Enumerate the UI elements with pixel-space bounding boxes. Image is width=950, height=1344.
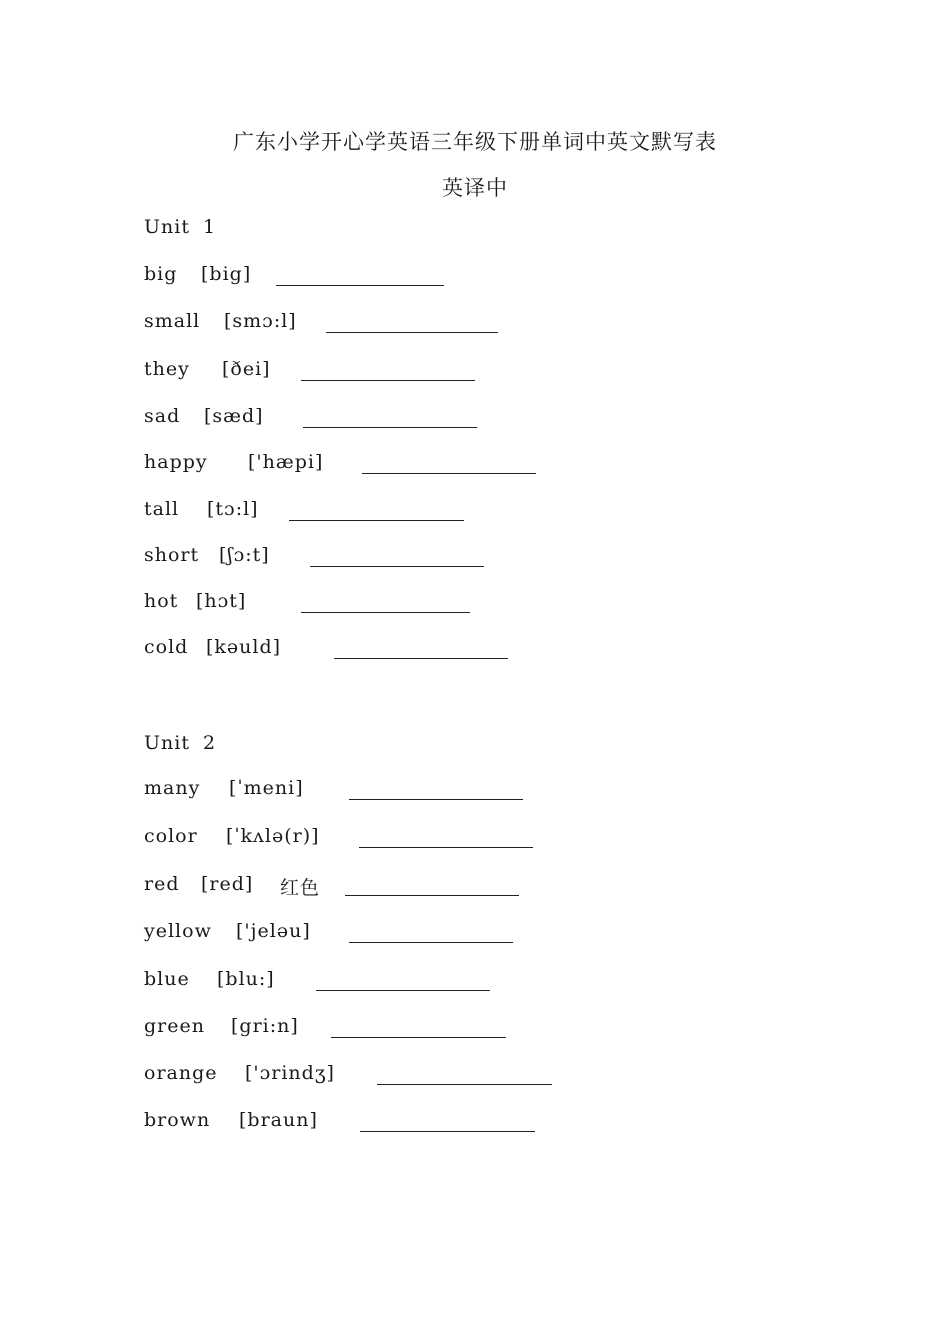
answer-blank[interactable] (360, 1131, 535, 1132)
answer-blank[interactable] (326, 332, 498, 333)
answer-blank[interactable] (310, 566, 484, 567)
phonetic: [gri:n] (231, 1015, 299, 1037)
unit-heading: Unit 2 (144, 732, 217, 754)
phonetic: ['hæpi] (248, 451, 324, 473)
phonetic: [ˈkʌlə(r)] (226, 825, 320, 847)
english-word: big (144, 263, 178, 285)
answer-blank[interactable] (359, 847, 533, 848)
answer-blank[interactable] (316, 990, 490, 991)
answer-blank[interactable] (349, 799, 523, 800)
unit-heading: Unit 1 (144, 216, 217, 238)
answer-blank[interactable] (345, 895, 519, 896)
english-word: tall (144, 498, 180, 520)
phonetic: [tɔ:l] (207, 498, 259, 520)
english-word: short (144, 544, 200, 566)
answer-blank[interactable] (331, 1037, 506, 1038)
phonetic: [ʃɔ:t] (219, 544, 270, 566)
phonetic: ['jeləu] (236, 920, 311, 942)
answer-blank[interactable] (301, 612, 470, 613)
phonetic: [hɔt] (196, 590, 247, 612)
answer-blank[interactable] (362, 473, 536, 474)
answer-blank[interactable] (289, 520, 464, 521)
phonetic: [big] (201, 263, 252, 285)
phonetic: [kəuld] (206, 636, 282, 658)
phonetic: [sæd] (204, 405, 264, 427)
answer-blank[interactable] (301, 380, 475, 381)
english-word: they (144, 358, 190, 380)
english-word: hot (144, 590, 179, 612)
phonetic: [red] (201, 873, 254, 895)
page-title: 广东小学开心学英语三年级下册单词中英文默写表 (233, 130, 717, 154)
answer-blank[interactable] (334, 658, 508, 659)
english-word: brown (144, 1109, 211, 1131)
answer-blank[interactable] (349, 942, 513, 943)
answer-blank[interactable] (377, 1084, 552, 1085)
page-subtitle: 英译中 (442, 176, 508, 200)
english-word: cold (144, 636, 189, 658)
english-word: green (144, 1015, 205, 1037)
english-word: sad (144, 405, 181, 427)
answer-blank[interactable] (276, 285, 444, 286)
phonetic: [blu:] (217, 968, 275, 990)
phonetic: [ðei] (222, 358, 271, 380)
phonetic: ['ɔrindʒ] (245, 1062, 335, 1084)
english-word: small (144, 310, 201, 332)
english-word: color (144, 825, 198, 847)
english-word: red (144, 873, 180, 895)
phonetic: [smɔ:l] (224, 310, 297, 332)
answer-blank[interactable] (303, 427, 477, 428)
english-word: blue (144, 968, 190, 990)
chinese-meaning: 红色 (280, 877, 321, 899)
english-word: yellow (144, 920, 212, 942)
phonetic: [ˈmeni] (229, 777, 304, 799)
english-word: orange (144, 1062, 218, 1084)
english-word: many (144, 777, 201, 799)
english-word: happy (144, 451, 208, 473)
phonetic: [braun] (239, 1109, 318, 1131)
